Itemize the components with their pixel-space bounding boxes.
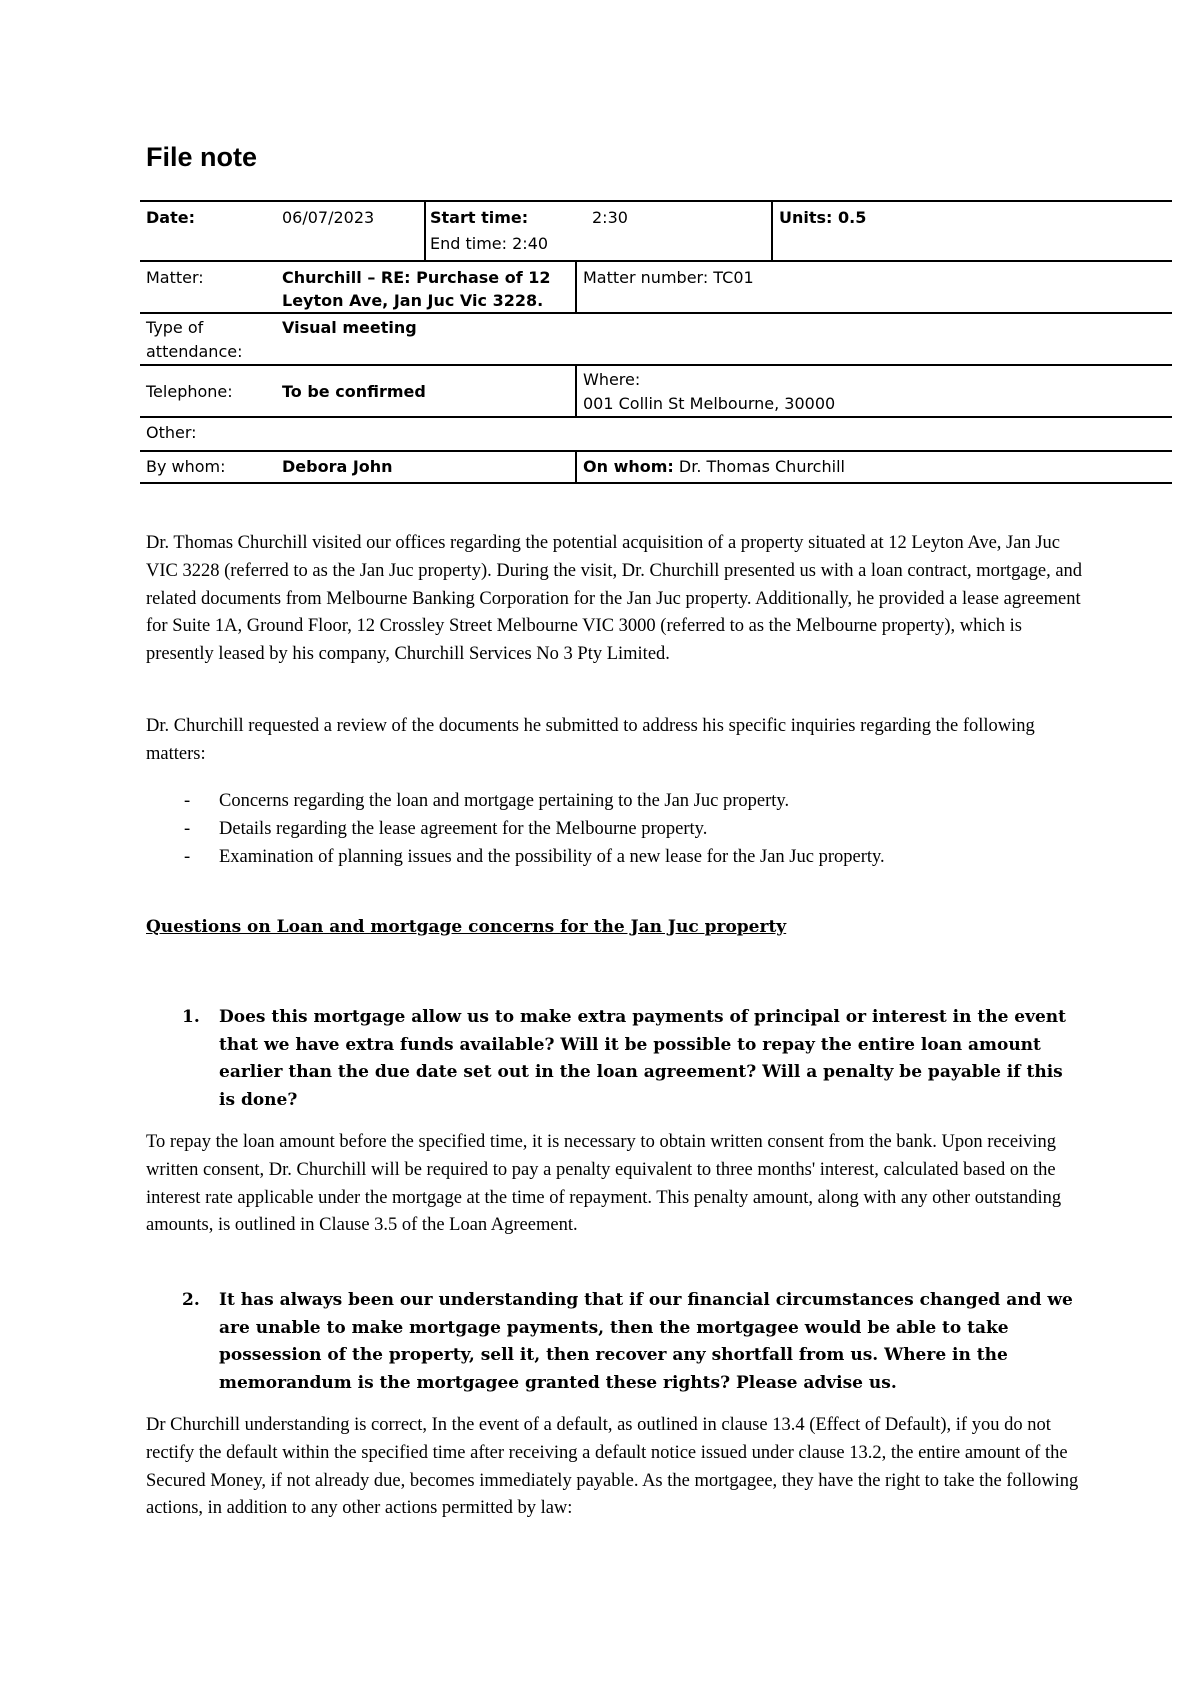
telephone-row: [140, 364, 1172, 416]
other-row: [140, 416, 1172, 450]
list-item: Concerns regarding the loan and mortgage pertaining to the Jan Juc property.: [219, 791, 790, 811]
date-label: Date:: [146, 208, 195, 227]
answer-paragraph: Dr Churchill understanding is correct, In the event of a default, as outlined in clause 13.4 (Effect of Default), if you do not rectify the default within the specified time after receiving a default notice issued under clause 13.2, the entire amount of the Secured Money, if not already due, becomes immediately payable. As the mortgagee, they have the right to take the following actions, in addition to any other actions permitted by law:: [146, 1415, 1079, 1519]
start-time-value: 2:30: [592, 208, 628, 227]
telephone-value: To be confirmed: [282, 382, 426, 401]
on-whom-label: On whom:: [583, 457, 674, 476]
matter-row: [140, 260, 1172, 312]
by-whom-label: By whom:: [146, 457, 226, 476]
by-whom-row: [140, 450, 1172, 484]
question-text: Does this mortgage allow us to make extra payments of principal or interest in the event that we have extra funds available? Will it be possible to repay the entire loan amount earlier than the due date set out in the loan agreement? Will a penalty be payable if this is done?: [219, 1007, 1067, 1110]
matter-label: Matter:: [146, 268, 204, 287]
telephone-label: Telephone:: [146, 382, 233, 401]
other-label: Other:: [146, 423, 197, 442]
file-note-header-table: [140, 200, 1172, 484]
on-whom-value: Dr. Thomas Churchill: [673, 457, 845, 476]
matter-number: Matter number: TC01: [583, 268, 754, 287]
where-label: Where:: [583, 370, 641, 389]
bullet-marker: -: [184, 847, 191, 867]
on-whom-cell: [575, 452, 1172, 482]
attendance-value: Visual meeting: [282, 318, 417, 337]
bullet-marker: -: [184, 819, 191, 839]
units: Units: 0.5: [779, 208, 867, 227]
bullet-marker: -: [184, 791, 191, 811]
where-value: 001 Collin St Melbourne, 30000: [583, 394, 836, 413]
start-time-label: Start time:: [430, 208, 529, 227]
matter-value-line2: Leyton Ave, Jan Juc Vic 3228.: [282, 291, 544, 310]
question-number: 2.: [182, 1290, 200, 1310]
on-whom: [583, 455, 845, 479]
attendance-row: [140, 312, 1172, 364]
section-heading: Questions on Loan and mortgage concerns for the Jan Juc property: [146, 917, 787, 937]
list-item: Examination of planning issues and the possibility of a new lease for the Jan Juc property.: [219, 847, 885, 867]
matter-number-cell: [575, 262, 1172, 312]
question-number: 1.: [182, 1007, 200, 1027]
where-cell: [575, 366, 1172, 416]
answer-paragraph: To repay the loan amount before the specified time, it is necessary to obtain written consent from the bank. Upon receiving written consent, Dr. Churchill will be required to pay a penalty equivalent to three months' interest, calculated based on the interest rate applicable under the mortgage at the time of repayment. This penalty amount, along with any other outstanding amounts, is outlined in Clause 3.5 of the Loan Agreement.: [146, 1132, 1062, 1236]
matter-value-line1: Churchill – RE: Purchase of 12: [282, 268, 551, 287]
time-cell: [424, 202, 771, 260]
date-value: 06/07/2023: [282, 208, 375, 227]
by-whom-value: Debora John: [282, 457, 393, 476]
request-paragraph: Dr. Churchill requested a review of the documents he submitted to address his specific inquiries regarding the following matters:: [146, 716, 1035, 764]
attendance-label-line1: Type of: [146, 318, 204, 337]
list-item: Details regarding the lease agreement for the Melbourne property.: [219, 819, 708, 839]
intro-paragraph: Dr. Thomas Churchill visited our offices regarding the potential acquisition of a property situated at 12 Leyton Ave, Jan Juc VIC 3228 (referred to as the Jan Juc property). During the visit, Dr. Churchill presented us with a loan contract, mortgage, and related documents from Melbourne Banking Corporation for the Jan Juc property. Additionally, he provided a lease agreement for Suite 1A, Ground Floor, 12 Crossley Street Melbourne VIC 3000 (referred to as the Melbourne property), which is presently leased by his company, Churchill Services No 3 Pty Limited.: [146, 533, 1083, 665]
attendance-label-line2: attendance:: [146, 342, 243, 361]
units-cell: [771, 202, 1172, 260]
date-row: [140, 200, 1172, 260]
page-title: File note: [146, 142, 258, 172]
question-text: It has always been our understanding that if our financial circumstances changed and we are unable to make mortgage payments, then the mortgagee would be able to take possession of the property, sell it, then recover any shortfall from us. Where in the memorandum is the mortgagee granted these rights? Please advise us.: [219, 1290, 1073, 1393]
end-time: End time: 2:40: [430, 234, 549, 253]
